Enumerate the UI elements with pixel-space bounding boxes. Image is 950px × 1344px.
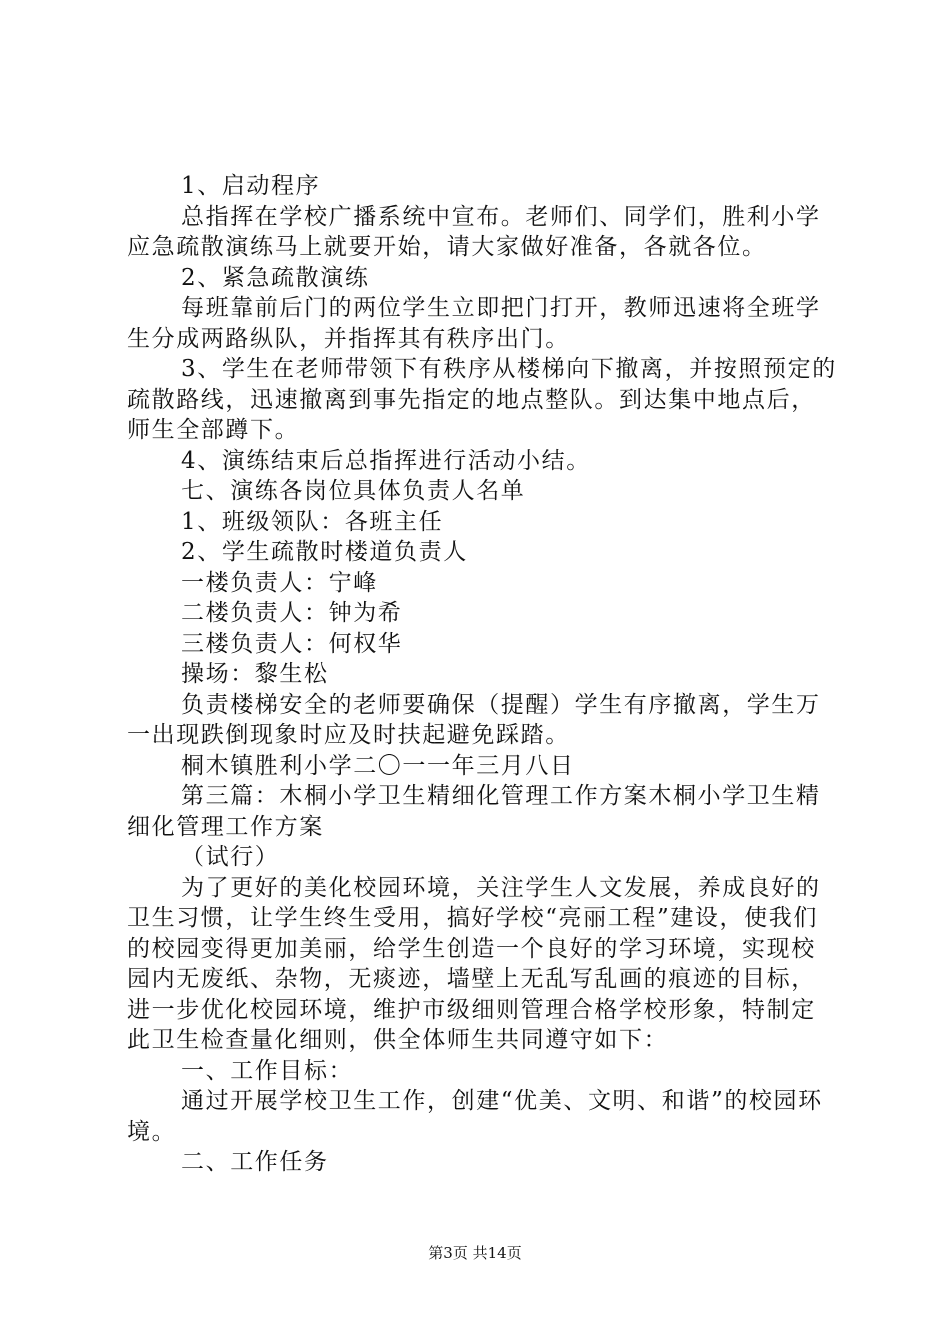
- paragraph: 1、启动程序: [181, 173, 321, 199]
- paragraph: 3、学生在老师带领下有秩序从楼梯向下撤离，并按照预定的疏散路线，迅速撤离到事先指定的地点整队。到达集中地点后，师生全部蹲下。: [127, 356, 837, 443]
- paragraph: 通过开展学校卫生工作，创建“优美、文明、和谐”的校园环境。: [127, 1088, 823, 1145]
- page-number-footer: 第3页 共14页: [428, 1244, 522, 1262]
- section-heading: 二、工作任务: [181, 1149, 329, 1175]
- paragraph: 三楼负责人：何权华: [181, 630, 403, 657]
- section-heading: 第三篇：木桐小学卫生精细化管理工作方案木桐小学卫生精细化管理工作方案: [127, 783, 821, 840]
- paragraph: 负责楼梯安全的老师要确保（提醒）学生有序撤离，学生万一出现跌倒现象时应及时扶起避免踩踏。: [127, 691, 821, 748]
- paragraph: （试行）: [181, 844, 280, 870]
- signature-date: 桐木镇胜利小学二〇一一年三月八日: [181, 752, 575, 779]
- section-heading: 一、工作目标：: [181, 1057, 354, 1084]
- paragraph: 4、演练结束后总指挥进行活动小结。: [181, 447, 591, 474]
- paragraph: 总指挥在学校广播系统中宣布。老师们、同学们，胜利小学应急疏散演练马上就要开始，请大家做好准备，各就各位。: [127, 203, 821, 260]
- paragraph: 一楼负责人：宁峰: [181, 569, 378, 596]
- document-body: [127, 171, 839, 1178]
- paragraph: 为了更好的美化校园环境，关注学生人文发展，养成良好的卫生习惯，让学生终生受用，搞好学校“亮丽工程”建设，使我们的校园变得更加美丽，给学生创造一个良好的学习环境，实现校园内无废纸、杂物，无痰迹，墙壁上无乱写乱画的痕迹的目标，进一步优化校园环境，维护市级细则管理合格学校形象，特制定此卫生检查量化细则，供全体师生共同遵守如下：: [127, 874, 821, 1053]
- paragraph: 1、班级领队：各班主任: [181, 508, 444, 535]
- paragraph: 操场：黎生松: [181, 661, 329, 687]
- paragraph: 2、紧急疏散演练: [181, 264, 370, 291]
- paragraph: 2、学生疏散时楼道负责人: [181, 539, 468, 565]
- paragraph: 每班靠前后门的两位学生立即把门打开，教师迅速将全班学生分成两路纵队，并指挥其有秩序出门。: [127, 295, 821, 352]
- paragraph: 二楼负责人：钟为希: [181, 600, 403, 626]
- section-heading: 七、演练各岗位具体负责人名单: [181, 478, 526, 504]
